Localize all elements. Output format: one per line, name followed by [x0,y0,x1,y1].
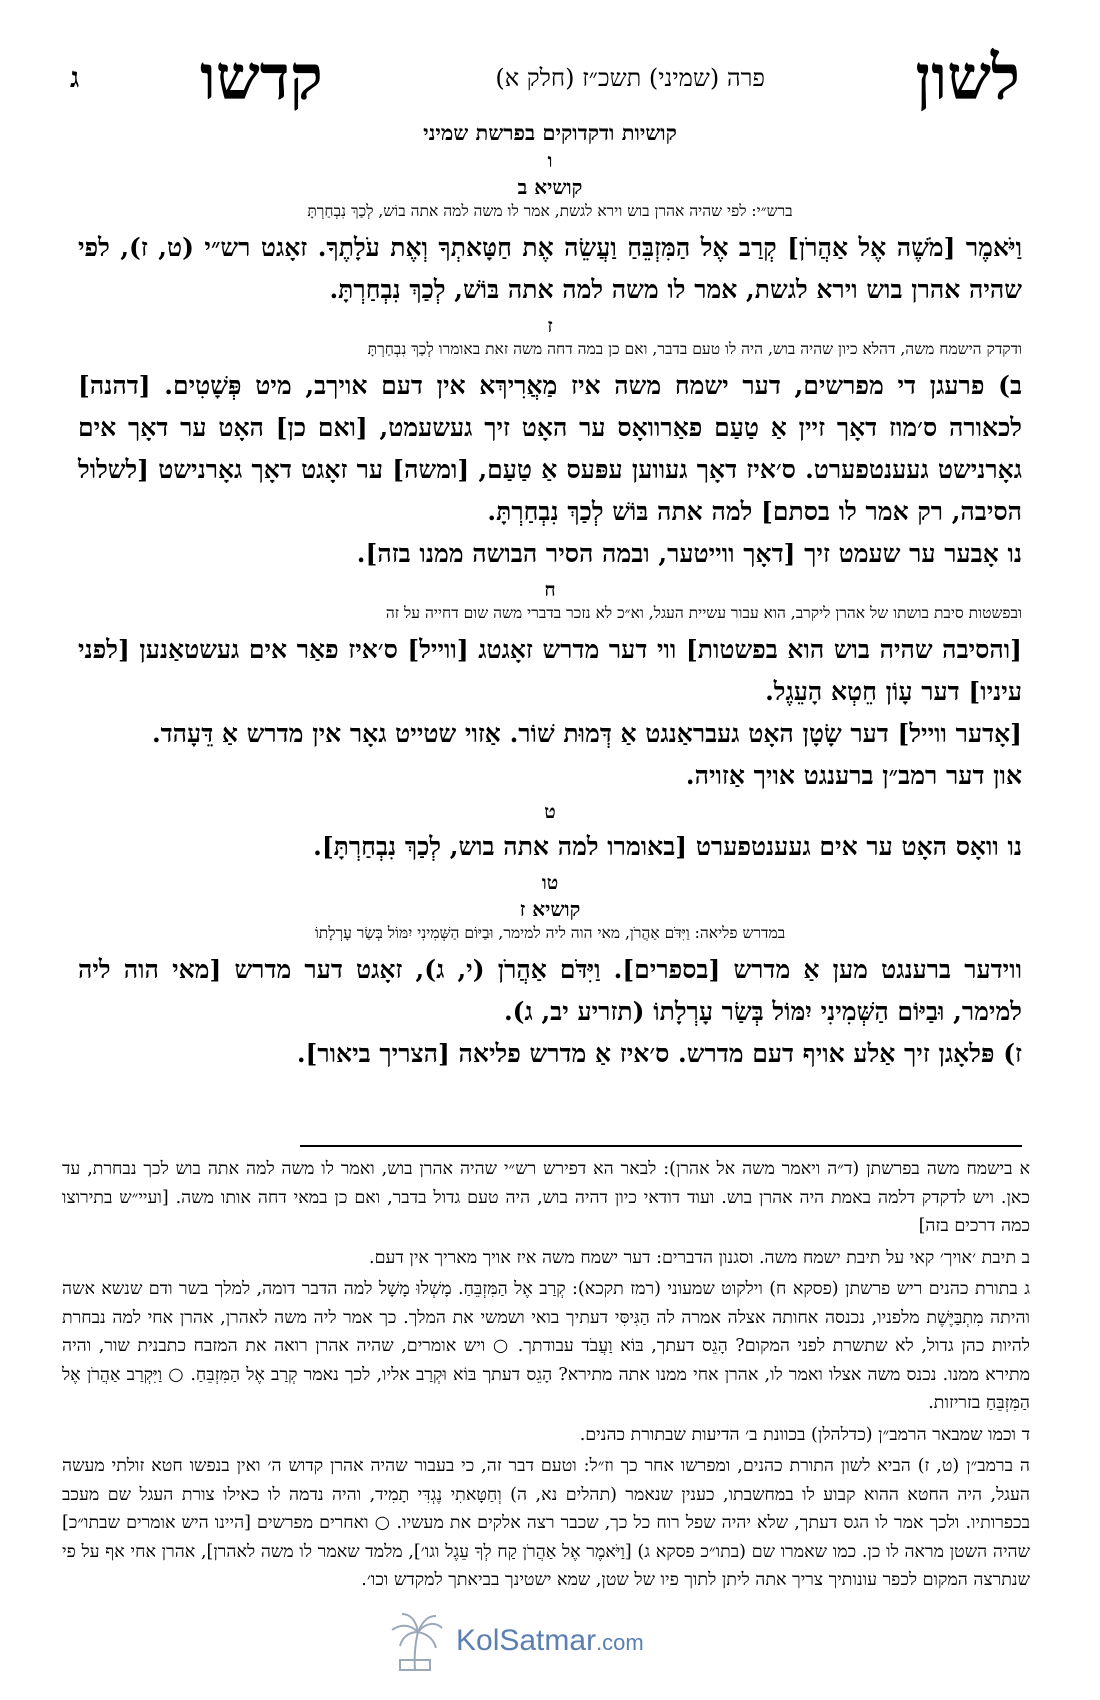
footnote: ה ברמב״ן (ט, ז) הביא לשון התורת כהנים, ומפרשו אחר כך וז״ל: וטעם דבר זה, כי בעבור שהיה אהרן קדוש ה׳ ואין בנפשו חטא זולתי מעשה העגל, היה החטא ההוא קבוע לו במחשבתו, כענין שנאמר (תהלים נא, ה) וְחַטָּאתִי נֶגְדִּי תָמִיד, והיה נדמה לו כאילו צורת העגל שם מעכב בכפרותיו. ולכך אמר לו הגס דעתך, שלא יהיה שפל רוח כל כך, שכבר רצה אלקים את מעשיו. ○ ואחרים מפרשים [היינו היש אומרים שבתו״כ] שהיה השטן מראה לו כן. כמו שאמרו שם (בתו״כ פסקא ג) [וַיֹּאמֶר אֶל אַהֲרֹן קַח לְךָ עֵגֶל וגו׳], מלמד שאמר לו משה לאהרן], אהרן אחי אף על פי שנתרצה המקום לכפר עונותיך צריך אתה ליתן לתוך פיו של שטן, שמא ישטינך בביאתך למקדש וכו׳. [62,1456,1030,1590]
paragraph: ב) פרעגן די מפרשים, דער ישמח משה איז מַאֲרִיךְא אין דעם אויךב, מיט פְּשָׁטִים. [דהנה] לכאורה ס׳מוז דאָך זיין אַ טַעַם פאַרוואָס ער האָט זיך געשעמט, [ואם כן] האָט ער דאָך אים גאָרנישט געענטפערט. ס׳איז דאָך געווען עפּעס אַ טַעַם, [ומשה] ער זאָגט דאָך גאָרנישט [לשלול הסיבה, רק אמר לו בסתם] למה אתה בּוֹשׁ לְכַךְ נִבְחַרְתָּ. [78,371,1022,526]
kushya-heading: קושיא ז [519,897,581,921]
paragraph: וַיֹּאמֶר [מֹשֶׁה אֶל אַהֲרֹן] קְרַב אֶל הַמִּזְבֵּחַ וַעֲשֵׂה אֶת חַטָּאתְךָ וְאֶת עֹלָתֶךָ. זאָגט רש״י (ט, ז), לפי שהיה אהרן בוש וירא לגשת, אמר לו משה למה אתה בּוֹשׁ, לְכַךְ נִבְחַרְתָּ. [78,233,1022,304]
watermark-tld: .com [596,1630,644,1655]
section-marker: ח [544,579,556,601]
footnote: ג בתורת כהנים ריש פרשתן (פסקא ח) וילקוט שמעוני (רמז תקכא): קְרַב אֶל הַמִּזְבֵּחַ. מָשְׁלוּ מָשָׁל למה הדבר דומה, למלך בשר ודם שנשא אשה והיתה מִתְבַּיֶּשֶׁת מלפניו, נכנסה אחותה אצלה אמרה לה הַגִּיסִּי דעתיך בואי ושמשי את המלך. כך אמר ליה משה לאהרן, אהרן אחי למה נבחרת להיות כהן גדול, לא שתשרת לפני המקום? הָגֵס דעתך, בּוֹא וַעֲבֹד עבודתך. ○ ויש אומרים, שהיה אהרן רואה את המזבח כתבנית שור, והיה מתירא ממנו. נכנס משה אצלו ואמר לו, אהרן אחי ממנו אתה מתירא? הָגֵס דעתך בּוֹא וּקְרַב אליו, לכך נאמר קְרַב אֶל הַמִּזְבֵּחַ. ○ וַיִּקְרַב אַהֲרֹן אֶל הַמִּזְבֵּחַ בזריזות. [62,1279,1030,1413]
section-marker: ט [544,801,556,823]
kushya-heading: קושיא ב [517,175,583,199]
paragraph: און דער רמב״ן ברענגט אויך אַזויה. [685,761,1022,790]
section-marker: ז [547,315,553,337]
footnote-divider [300,1145,1022,1147]
section-marker: ו [547,150,553,172]
paragraph: נו אָבער ער שעמט זיך [דאָך ווייטער, ובמה הסיר הבושה ממנו בזה]. [356,539,1022,568]
paragraph: ווידער ברענגט מען אַ מדרש [בספרים]. וַיִּדֹּם אַהֲרֹן (י, ג), זאָגט דער מדרש [מאי הוה ליה למימר, וּבַיּוֹם הַשְּׁמִינִי יִמּוֹל בְּשַׂר עָרְלָתוֹ (תזריע יב, ג). [78,955,1022,1026]
lead-line: ובפשטות סיבת בושתו של אהרן ליקרב, הוא עבור עשיית העגל, וא״כ לא נזכר בדברי משה שום דחייה על זה [385,604,1022,622]
footnote: ב תיבת ׳אויך׳ קאי על תיבת ישמח משה. וסגנון הדברים: דער ישמח משה איז אויך מאריך אין דעם. [369,1247,1030,1268]
header-title-left: קדשו [200,41,323,114]
main-text [78,120,1022,1075]
kolsatmar-watermark [380,1608,720,1678]
kushya-quote: ברש״י: לפי שהיה אהרן בוש וירא לגשת, אמר לו משה למה אתה בוֹש, לְכַךְ נִבְחַרְתָּ [307,202,793,220]
header-subtitle: פרה (שמיני) תשכ״ז (חלק א) [495,64,765,92]
footnote: א בישמח משה בפרשתן (ד״ה ויאמר משה אל אהרן): לבאר הא דפירש רש״י שהיה אהרן בוש, ואמר לו משה למה אתה בוש לכך נבחרת, עד כאן. ויש לדקדק דלמה באמת היה אהרן בוש. ועוד דודאי כיון דהיה בוש, היה טעם גדול בדבר, ואם כן במאי דחה אותו משה. [ועיי״ש בתירוצו כמה דרכים בזה] [62,1159,1030,1236]
paragraph: [אָדער ווייל] דער שָׂטָן האָט געבראַנגט אַ דְּמוּת שׁוֹר. אַזוי שטייט גאָר אין מדרש אַ דֵּעָהד. [151,719,1022,748]
paragraph: נו וואָס האָט ער אים געענטפערט [באומרו למה אתה בוש, לְכַךְ נִבְחַרְתָּ]. [313,832,1022,861]
paragraph: [והסיבה שהיה בוש הוא בפשטות] ווי דער מדרש זאָגטג [ווייל] ס׳איז פאַר אים געשטאַנען [לפני עיניו] דער עָוֹן חֵטְא הָעֵגֶל. [78,635,1022,706]
lead-line: ודקדק הישמח משה, דהלא כיון שהיה בוש, היה לו טעם בדבר, ואם כן במה דחה משה זאת באומרו לְכַךְ נִבְחַרְתָּ [367,340,1022,358]
section-title: קושיות ודקדוקים בפרשת שמיני [423,120,677,145]
watermark-text [456,1624,644,1658]
header-title-right: לשון [915,41,1020,114]
kushya-quote: במדרש פליאה: וַיִּדֹּם אַהֲרֹן, מאי הוה ליה למימר, וּבַיּוֹם הַשְּׁמִינִי יִמּוֹל בְּשַׂר עָרְלָתוֹ [314,924,786,942]
watermark-site: KolSatmar [456,1624,597,1657]
section-marker: טו [541,872,559,894]
page-number: ג [70,61,80,94]
footnotes [62,1155,1030,1598]
footnote: ד וכמו שמבאר הרמב״ן (כדלהלן) בכוונת ב׳ הדיעות שבתורת כהנים. [579,1424,1030,1445]
paragraph: ז) פּלאָגן זיך אַלע אויף דעם מדרש. ס׳איז אַ מדרש פליאה [הצריך ביאור]. [296,1039,1022,1068]
page-header [70,38,1020,118]
palm-tree-logo-icon [380,1608,450,1678]
